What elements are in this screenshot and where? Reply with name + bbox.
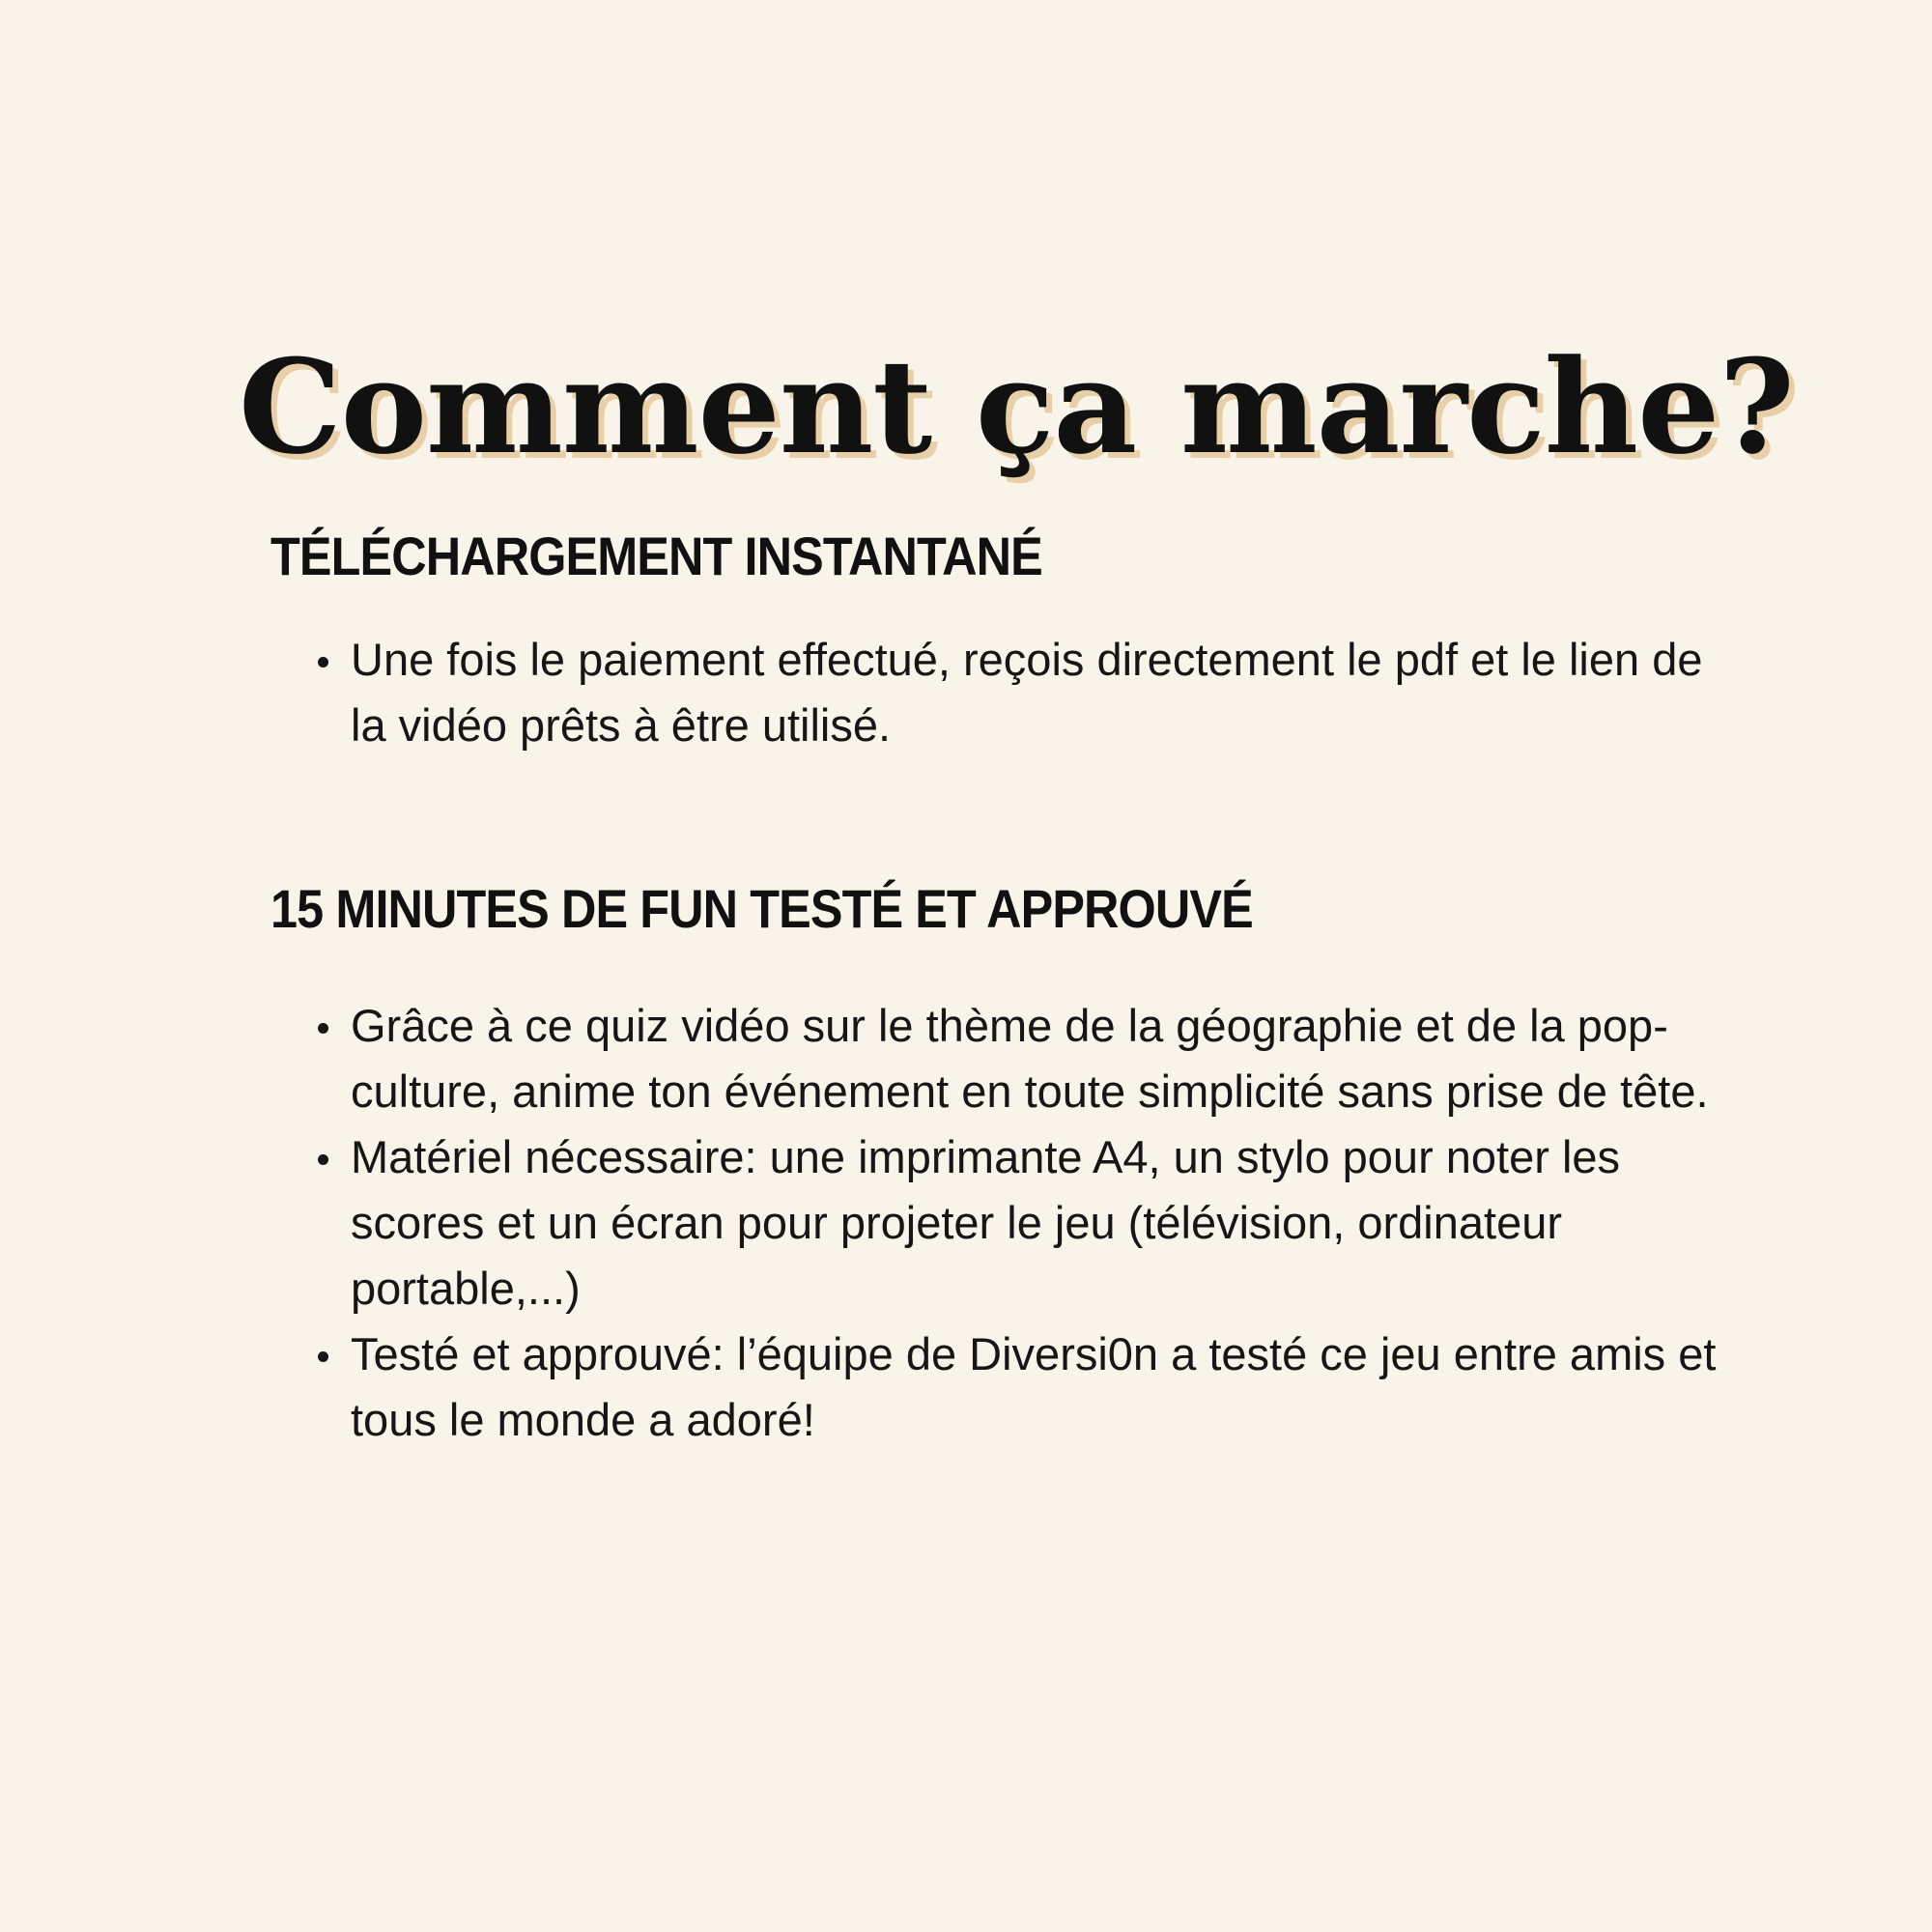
section-heading: 15 MINUTES DE FUN TESTÉ ET APPROUVÉ	[270, 878, 1253, 939]
bullet-item: Grâce à ce quiz vidéo sur le thème de la géographie et de la pop-culture, anime ton événement en toute simplicité sans prise de tête.	[351, 993, 1739, 1124]
bullet-item: Matériel nécessaire: une imprimante A4, un stylo pour noter les scores et un écran pour projeter le jeu (télévision, ordinateur portable,...)	[351, 1124, 1739, 1321]
bullet-item: Testé et approuvé: l’équipe de Diversi0n a testé ce jeu entre amis et tous le monde a adoré!	[351, 1321, 1739, 1453]
page-title: Comment ça marche?	[239, 330, 1794, 483]
bullet-list	[270, 993, 1739, 1453]
bullet-list	[270, 627, 1739, 758]
section-heading: TÉLÉCHARGEMENT INSTANTANÉ	[270, 526, 1042, 586]
section-instant-download	[270, 525, 1739, 758]
bullet-item: Une fois le paiement effectué, reçois directement le pdf et le lien de la vidéo prêts à être utilisé.	[351, 627, 1739, 758]
section-fifteen-minutes	[270, 877, 1739, 1453]
